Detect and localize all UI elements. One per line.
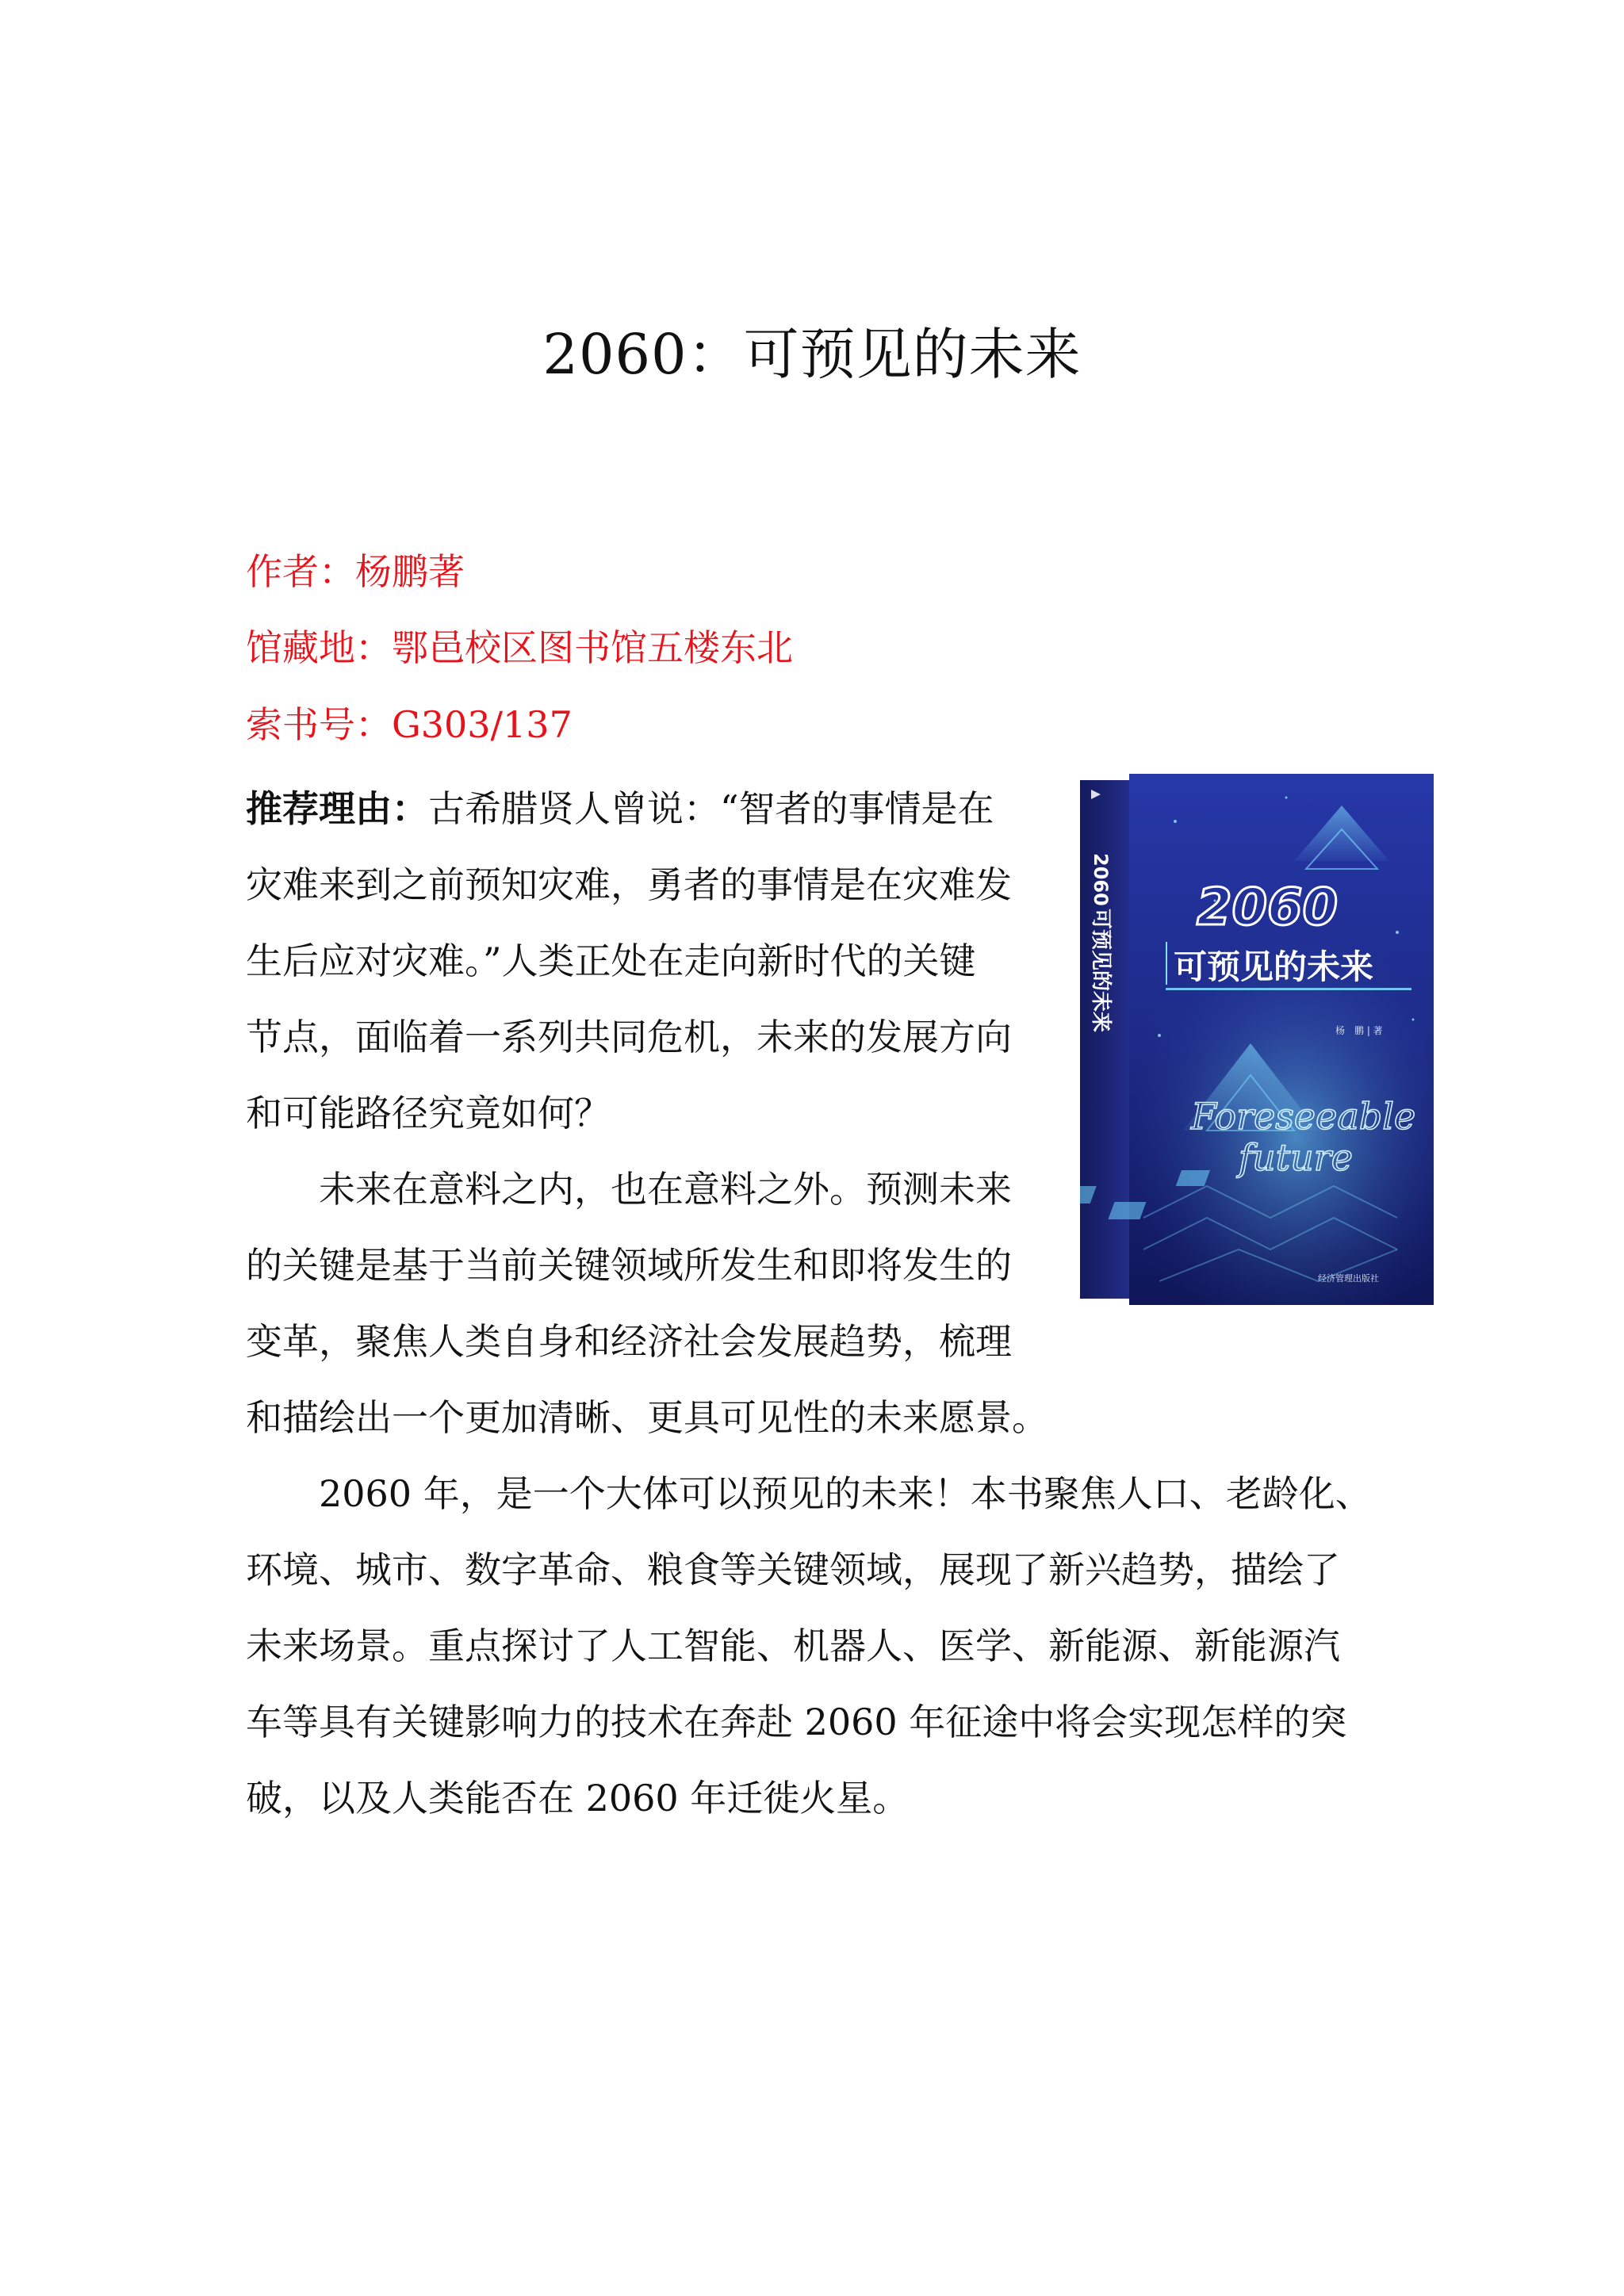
recommendation-line-1 — [246, 771, 1067, 847]
paragraph-3-line-2: 环境、城市、数字革命、粮食等关键领域，展现了新兴趋势，描绘了 — [246, 1548, 1340, 1591]
call-number-line: 索书号：G303/137 — [246, 703, 573, 746]
paragraph-2-line-2: 的关键是基于当前关键领域所发生和即将发生的 — [246, 1244, 1012, 1287]
recommendation-line-3: 生后应对灾难。”人类正处在走向新时代的关键 — [246, 939, 976, 982]
cover-title: 可预见的未来 — [1174, 947, 1374, 986]
book-cover-image — [1080, 774, 1434, 1305]
paragraph-2-line-1 — [246, 1151, 1067, 1227]
paragraph-2-line-3: 变革，聚焦人类自身和经济社会发展趋势，梳理 — [246, 1320, 1012, 1363]
recommendation-line-2: 灾难来到之前预知灾难，勇者的事情是在灾难发 — [246, 863, 1012, 906]
paragraph-2-text: 未来在意料之内，也在意料之外。预测未来 — [319, 1168, 1012, 1211]
paragraph-3 — [246, 1456, 1392, 1836]
recommendation-text: 古希腊贤人曾说：“智者的事情是在 — [428, 787, 994, 830]
paragraph-3-line-3: 未来场景。重点探讨了人工智能、机器人、医学、新能源、新能源汽 — [246, 1624, 1340, 1667]
paragraph-3-line-4: 车等具有关键影响力的技术在奔赴 2060 年征途中将会实现怎样的突 — [246, 1701, 1347, 1743]
recommendation-label: 推荐理由： — [246, 787, 428, 830]
page-title: 2060：可预见的未来 — [542, 322, 1082, 387]
paragraph-3-line-5: 破，以及人类能否在 2060 年迁徙火星。 — [246, 1777, 910, 1820]
recommendation-line-4: 节点，面临着一系列共同危机，未来的发展方向 — [246, 1016, 1012, 1058]
cover-author: 杨 鹏 | 著 — [1335, 1025, 1383, 1036]
spine-text-group — [1089, 853, 1113, 1032]
paragraph-2-line-4: 和描绘出一个更加清晰、更具可见性的未来愿景。 — [246, 1396, 1048, 1439]
spine-number: 2060 — [1090, 853, 1112, 906]
author-line: 作者：杨鹏著 — [246, 550, 465, 593]
cover-publisher: 经济管理出版社 — [1318, 1273, 1379, 1284]
paragraph-3-line-1 — [246, 1456, 1392, 1532]
paragraph-2 — [246, 1151, 1067, 1380]
recommendation-line-5: 和可能路径究竟如何？ — [246, 1092, 611, 1135]
cover-big-number: 2060 — [1196, 878, 1339, 937]
cover-english-line-2: future — [1239, 1136, 1353, 1179]
spine-title: 可预见的未来 — [1089, 909, 1113, 1033]
recommendation-paragraph — [246, 771, 1067, 1151]
paragraph-3-text: 2060 年，是一个大体可以预见的未来！本书聚焦人口、老龄化、 — [319, 1472, 1372, 1515]
cover-english-line-1: Foreseeable — [1191, 1095, 1416, 1138]
location-line: 馆藏地：鄂邑校区图书馆五楼东北 — [246, 626, 793, 669]
